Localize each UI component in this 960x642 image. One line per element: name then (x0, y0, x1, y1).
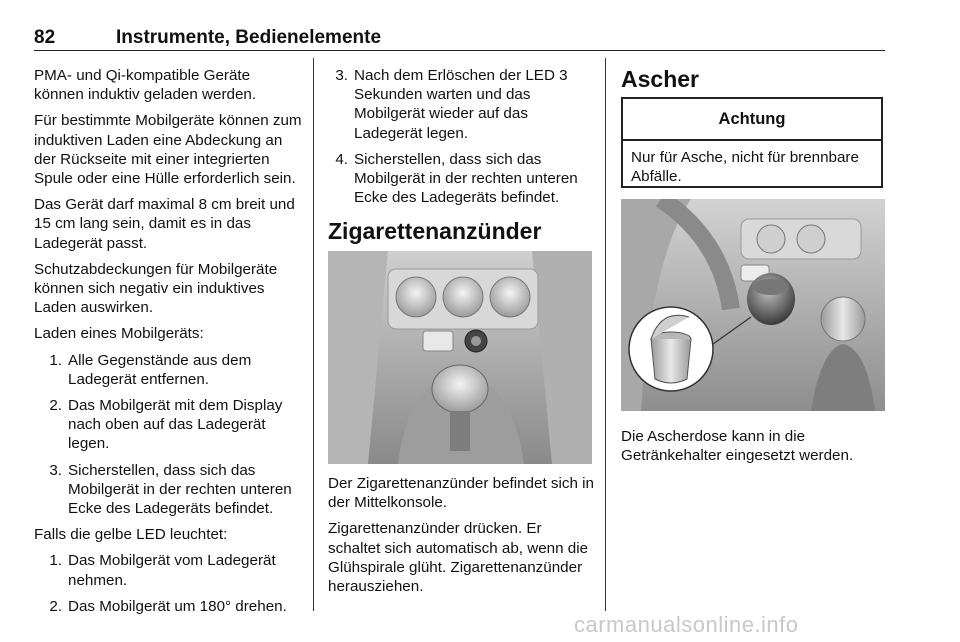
paragraph-lighter-location: Der Zigarettenanzünder befindet sich in der Mittelkonsole. (328, 475, 594, 512)
warning-box (621, 97, 883, 188)
list-item: 1. Alle Gegenstände aus dem Ladegerät entfernen. (49, 351, 252, 388)
column-2 (328, 66, 596, 214)
page-number: 82 (34, 27, 56, 48)
header-rule (34, 50, 885, 51)
warning-text: Nur für Asche, nicht für brennbare Abfälle. (631, 149, 859, 186)
list-item: 4. Sicherstellen, dass sich das Mobilgerät in der rechten unteren Ecke des Ladegeräts befindet. (335, 150, 578, 207)
ashtray-caption (621, 427, 885, 472)
column-divider-1 (313, 58, 314, 611)
paragraph-charging: Laden eines Mobilgeräts: (34, 325, 204, 343)
column-divider-2 (605, 58, 606, 611)
cigarette-lighter-image (328, 251, 592, 464)
list-item: 2. Das Mobilgerät um 180° drehen. (49, 597, 287, 615)
list-item: 2. Das Mobilgerät mit dem Display nach oben auf das Ladegerät legen. (49, 397, 283, 453)
lighter-text (328, 474, 596, 603)
heading-ashtray: Ascher (621, 66, 699, 92)
list-item: 3. Sicherstellen, dass sich das Mobilgerät in der rechten unteren Ecke des Ladegeräts befindet. (49, 461, 292, 518)
paragraph-compat: PMA- und Qi-kompatible Geräte können induktiv geladen werden. (34, 67, 257, 104)
charging-steps (42, 351, 302, 519)
page-title: Instrumente, Bedienelemente (116, 27, 382, 48)
paragraph-ashtray-caption: Die Ascherdose kann in die Getränkehalter eingesetzt werden. (621, 428, 854, 465)
paragraph-size: Das Gerät darf maximal 8 cm breit und 15 cm lang sein, damit es in das Ladegerät passt. (34, 196, 295, 252)
paragraph-cover: Für bestimmte Mobilgeräte können zum induktiven Laden eine Abdeckung an der Rückseite mit einer integrierten Spule oder eine Hülle erforderlich sein. (34, 112, 302, 188)
led-steps (42, 551, 302, 616)
led-steps-continued (328, 66, 596, 207)
heading-cigarette-lighter: Zigarettenanzünder (328, 218, 542, 244)
paragraph-protection: Schutzabdeckungen für Mobilgeräte können sich negativ ein induktives Laden auswirken. (34, 260, 278, 317)
watermark: carmanualsonline.info (574, 612, 799, 637)
warning-title: Achtung (623, 99, 881, 141)
paragraph-led: Falls die gelbe LED leuchtet: (34, 526, 228, 544)
list-item: 1. Das Mobilgerät vom Ladegerät nehmen. (49, 552, 276, 589)
column-1 (34, 66, 302, 623)
list-item: 3. Nach dem Erlöschen der LED 3 Sekunden warten und das Mobilgerät wieder auf das Ladegerät legen. (335, 67, 568, 142)
page-header (34, 27, 884, 51)
ashtray-image (621, 199, 885, 411)
paragraph-lighter-usage: Zigarettenanzünder drücken. Er schaltet sich automatisch ab, wenn die Glühspirale glüht. Zigarettenanzünder herausziehen. (328, 520, 589, 596)
